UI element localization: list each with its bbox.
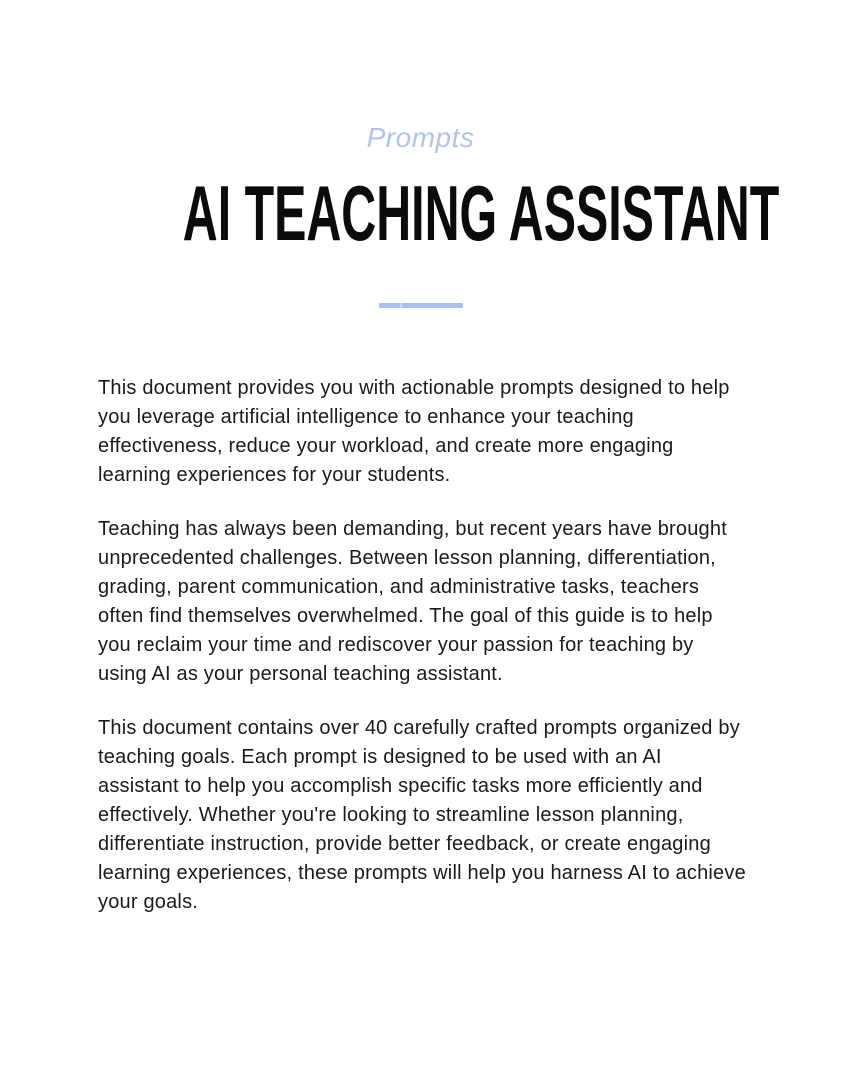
paragraph-overview: This document contains over 40 carefully crafted prompts organized by teaching goals. Each prompt is designed to be used with an AI assistant to help you accomplish specific tasks more efficiently and effectively. Whether you're looking to streamline lesson planning, differentiate instruction, provide better feedback, or create engaging learning experiences, these prompts will help you harness AI to achieve your goals. — [98, 717, 746, 913]
paragraph-context: Teaching has always been demanding, but recent years have brought unprecedented challenges. Between lesson planning, differentiation, grading, parent communication, and administrative tasks, teachers often find themselves overwhelmed. The goal of this guide is to help you reclaim your time and rediscover your passion for teaching by using AI as your personal teaching assistant. — [98, 518, 727, 685]
paragraph-intro: This document provides you with actionable prompts designed to help you leverage artificial intelligence to enhance your teaching effectiveness, reduce your workload, and create more engaging learning experiences for your students. — [98, 377, 730, 486]
divider-seam — [400, 303, 402, 308]
title-divider-line — [379, 303, 463, 308]
document-title-wrap — [0, 169, 841, 257]
document-body — [98, 374, 748, 917]
document-title: AI TEACHING ASSISTANT — [182, 169, 780, 257]
document-kicker: Prompts — [366, 122, 475, 153]
